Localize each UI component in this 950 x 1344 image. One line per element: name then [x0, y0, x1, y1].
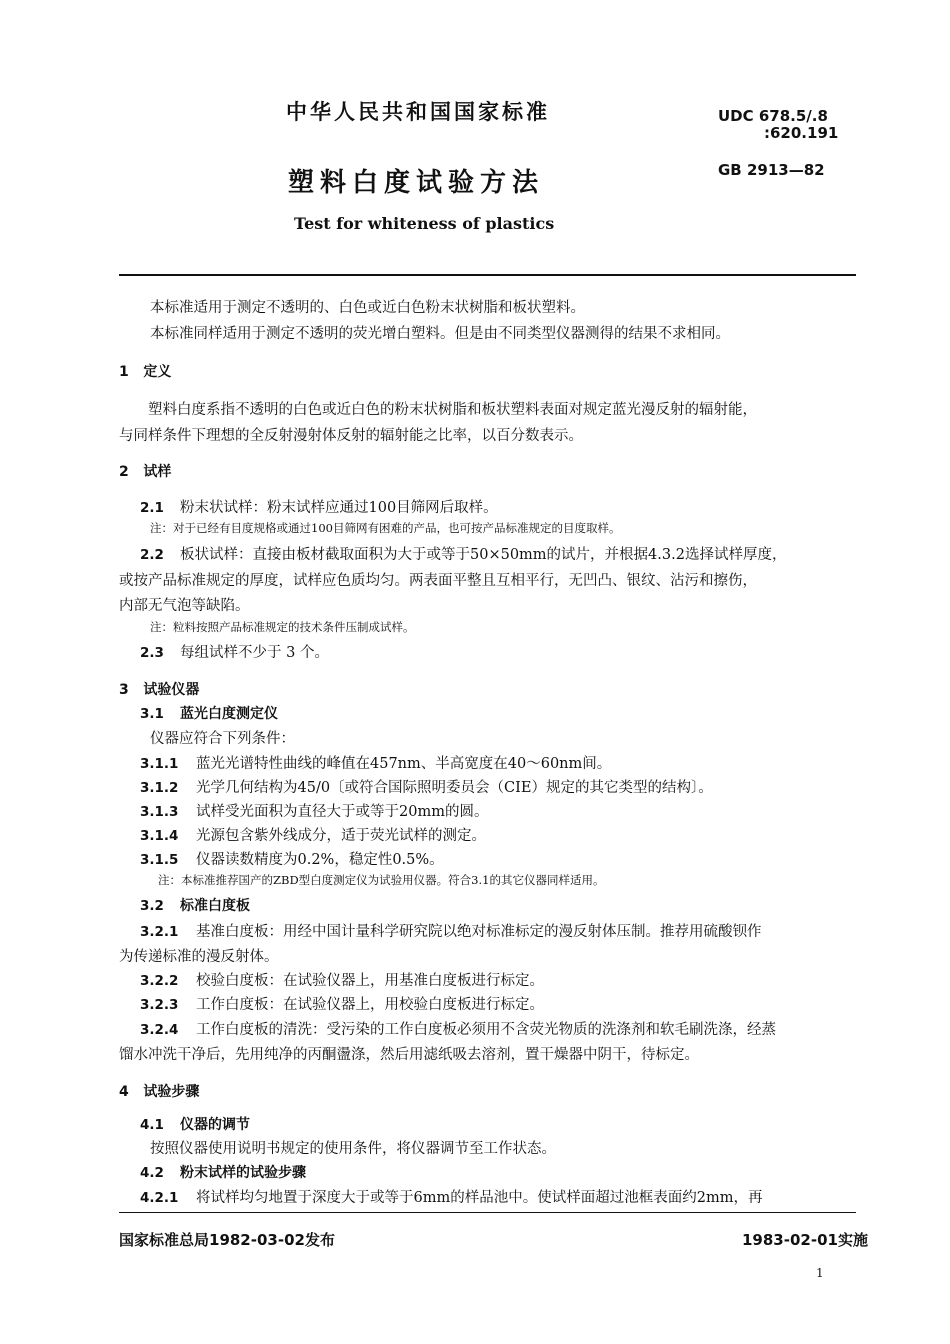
clause-3-2-3 [140, 993, 544, 1014]
clause-text: 每组试样不少于 3 个。 [180, 645, 329, 661]
effective-date: 1983-02-01实施 [742, 1231, 868, 1249]
note-3-1: 注：本标准推荐国产的ZBD型白度测定仪为试验用仪器。符合3.1的其它仪器同样适用。 [158, 873, 605, 887]
clause-text: 光学几何结构为45/0〔或符合国际照明委员会（CIE）规定的其它类型的结构〕。 [196, 780, 713, 796]
page-number: 1 [816, 1266, 824, 1280]
section-3-heading [119, 679, 199, 699]
section-number: 3 [119, 682, 129, 698]
udc-line-1: UDC 678.5/.8 [718, 107, 828, 125]
section-number: 4 [119, 1084, 129, 1100]
clause-4-1-text: 按照仪器使用说明书规定的使用条件，将仪器调节至工作状态。 [150, 1141, 556, 1157]
clause-3-2-2 [140, 969, 544, 990]
clause-3-2-4-line-2: 馏水冲洗干净后，先用纯净的丙酮盪涤，然后用滤纸吸去溶剂，置干燥器中阴干，待标定。 [119, 1047, 699, 1063]
clause-number: 3.2.4 [140, 1022, 179, 1038]
clause-3-1-5 [140, 848, 444, 869]
clause-number: 2.1 [140, 500, 164, 516]
clause-4-1-heading [140, 1114, 250, 1134]
clause-3-2-4 [140, 1018, 776, 1039]
clause-text: 校验白度板：在试验仪器上，用基准白度板进行标定。 [196, 973, 544, 989]
clause-3-1-heading [140, 703, 278, 723]
note-2-2: 注：粒料按照产品标准规定的技术条件压制成试样。 [150, 620, 415, 634]
definition-text-line-1: 塑料白度系指不透明的白色或近白色的粉末状树脂和板状塑料表面对规定蓝光漫反射的辐射能， [148, 402, 757, 418]
clause-title: 仪器的调节 [180, 1117, 250, 1133]
clause-3-2-1-line-2: 为传递标准的漫反射体。 [119, 949, 279, 965]
clause-text: 仪器读数精度为0.2%，稳定性0.5%。 [196, 852, 444, 868]
clause-number: 3.1.1 [140, 756, 179, 772]
intro-paragraph-1: 本标准适用于测定不透明的、白色或近白色粉末状树脂和板状塑料。 [150, 300, 585, 316]
clause-4-2-1 [140, 1186, 762, 1207]
clause-title: 粉末试样的试验步骤 [180, 1165, 306, 1181]
clause-text: 蓝光光谱特性曲线的峰值在457nm、半高宽度在40～60nm间。 [196, 756, 612, 772]
clause-3-1-4 [140, 824, 486, 845]
section-title: 试验仪器 [143, 682, 200, 698]
clause-number: 4.2.1 [140, 1190, 179, 1206]
clause-number: 2.2 [140, 547, 164, 563]
clause-number: 3.1.3 [140, 804, 179, 820]
clause-number: 2.3 [140, 645, 164, 661]
intro-paragraph-2: 本标准同样适用于测定不透明的荧光增白塑料。但是由不同类型仪器测得的结果不求相同。 [150, 326, 730, 342]
issue-date: 国家标准总局1982-03-02发布 [119, 1231, 335, 1249]
clause-text: 试样受光面积为直径大于或等于20mm的圆。 [196, 804, 489, 820]
clause-number: 3.2.2 [140, 973, 179, 989]
clause-text: 基准白度板：用经中国计量科学研究院以绝对标准标定的漫反射体压制。推荐用硫酸钡作 [196, 924, 762, 940]
note-2-1: 注：对于已经有目度规格或通过100目筛网有困难的产品，也可按产品标准规定的目度取样。 [150, 521, 621, 535]
clause-3-1-2 [140, 776, 713, 797]
clause-number: 3.1.2 [140, 780, 179, 796]
definition-text-line-2: 与同样条件下理想的全反射漫射体反射的辐射能之比率，以百分数表示。 [119, 428, 583, 444]
clause-number: 3.1.5 [140, 852, 179, 868]
clause-3-1-3 [140, 800, 488, 821]
header-divider [119, 274, 856, 276]
issuing-organization: 中华人民共和国国家标准 [286, 100, 550, 124]
clause-title: 蓝光白度测定仪 [180, 706, 278, 722]
clause-number: 4.1 [140, 1117, 164, 1133]
clause-3-2-1 [140, 920, 762, 941]
section-title: 定义 [143, 364, 172, 380]
clause-text: 光源包含紫外线成分，适于荧光试样的测定。 [196, 828, 486, 844]
clause-number: 3.2.3 [140, 997, 179, 1013]
clause-text: 粉末状试样：粉末试样应通过100目筛网后取样。 [180, 500, 498, 516]
clause-3-1-intro: 仪器应符合下列条件： [150, 731, 295, 747]
section-4-heading [119, 1081, 199, 1101]
udc-code [718, 108, 838, 142]
clause-2-2-line-2: 或按产品标准规定的厚度，试样应色质均匀。两表面平整且互相平行，无凹凸、银纹、沾污和擦伤， [119, 573, 757, 589]
clause-2-2-line-3: 内部无气泡等缺陷。 [119, 598, 250, 614]
udc-line-2: :620.191 [764, 124, 839, 142]
clause-2-3 [140, 641, 329, 662]
section-title: 试验步骤 [143, 1084, 200, 1100]
document-title: 塑料白度试验方法 [288, 168, 545, 198]
clause-number: 4.2 [140, 1165, 164, 1181]
footer-divider [119, 1212, 856, 1213]
clause-text: 将试样均匀地置于深度大于或等于6mm的样品池中。使试样面超过池框表面约2mm，再 [196, 1190, 763, 1206]
section-number: 1 [119, 364, 129, 380]
clause-3-1-1 [140, 752, 611, 773]
clause-4-2-heading [140, 1162, 306, 1182]
section-title: 试样 [143, 464, 172, 480]
clause-3-2-heading [140, 895, 250, 915]
gb-code: GB 2913—82 [718, 161, 825, 179]
clause-2-1 [140, 496, 498, 517]
clause-title: 标准白度板 [180, 898, 250, 914]
section-2-heading [119, 461, 171, 481]
clause-2-2 [140, 543, 786, 564]
section-number: 2 [119, 464, 129, 480]
document-title-english: Test for whiteness of plastics [294, 214, 555, 233]
clause-text: 工作白度板的清洗：受污染的工作白度板必须用不含荧光物质的洗涤剂和软毛刷洗涤，经蒸 [196, 1022, 776, 1038]
clause-number: 3.2 [140, 898, 164, 914]
clause-text: 工作白度板：在试验仪器上，用校验白度板进行标定。 [196, 997, 544, 1013]
clause-number: 3.2.1 [140, 924, 179, 940]
clause-number: 3.1 [140, 706, 164, 722]
clause-text: 板状试样：直接由板材截取面积为大于或等于50×50mm的试片，并根据4.3.2选择试样厚度， [180, 547, 787, 563]
clause-number: 3.1.4 [140, 828, 179, 844]
section-1-heading [119, 361, 171, 381]
